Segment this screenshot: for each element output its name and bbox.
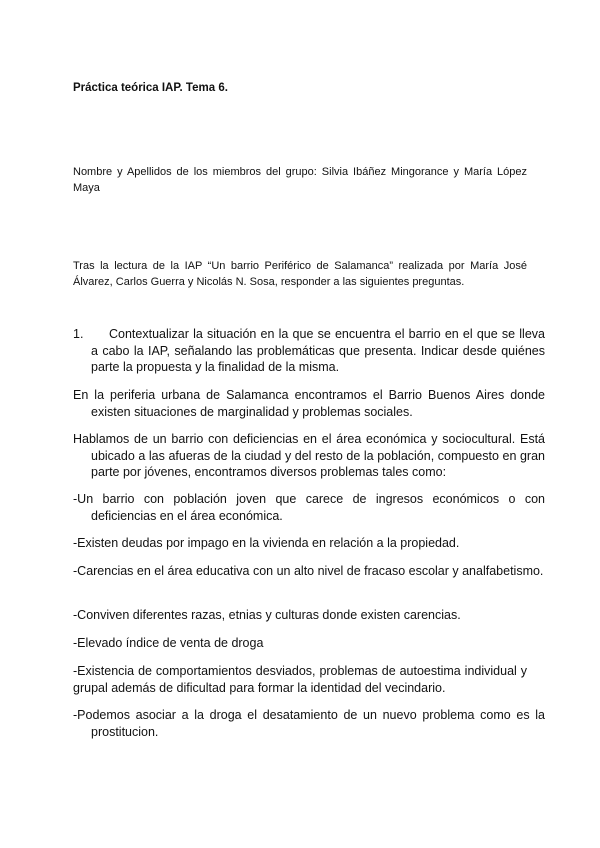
group-members: Nombre y Apellidos de los miembros del grupo: Silvia Ibáñez Mingorance y María López Maya <box>73 166 527 194</box>
problem-item: -Existencia de comportamientos desviados, problemas de autoestima individual y grupal además de dificultad para formar la identidad del vecindario. <box>73 664 527 695</box>
problem-item: -Podemos asociar a la droga el desatamiento de un nuevo problema como es la prostitucion. <box>73 708 545 739</box>
problem-item: -Carencias en el área educativa con un alto nivel de fracaso escolar y analfabetismo. <box>73 564 544 578</box>
problem-item: -Conviven diferentes razas, etnias y culturas donde existen carencias. <box>73 608 461 622</box>
intro-paragraph: Tras la lectura de la IAP “Un barrio Periférico de Salamanca” realizada por María José Álvarez, Carlos Guerra y Nicolás N. Sosa, responder a las siguientes preguntas. <box>73 260 527 288</box>
question-number: 1. <box>73 327 84 341</box>
question-text: Contextualizar la situación en la que se encuentra el barrio en el que se lleva a cabo la IAP, señalando las problemáticas que presenta. Indicar desde quiénes parte la propuesta y la finalidad de la misma. <box>91 327 545 374</box>
problem-item: -Un barrio con población joven que carece de ingresos económicos o con deficiencias en el área económica. <box>73 492 545 523</box>
problem-item: -Existen deudas por impago en la vivienda en relación a la propiedad. <box>73 536 460 550</box>
document-title: Práctica teórica IAP. Tema 6. <box>73 82 228 94</box>
paragraph-description: Hablamos de un barrio con deficiencias en el área económica y sociocultural. Está ubicado a las afueras de la ciudad y del resto de la población, compuesto en gran parte por jóvenes, encontramos diversos problemas tales como: <box>73 432 545 479</box>
paragraph-location: En la periferia urbana de Salamanca encontramos el Barrio Buenos Aires donde existen situaciones de marginalidad y problemas sociales. <box>73 388 545 419</box>
problem-item: -Elevado índice de venta de droga <box>73 636 264 650</box>
question-1 <box>73 326 545 376</box>
